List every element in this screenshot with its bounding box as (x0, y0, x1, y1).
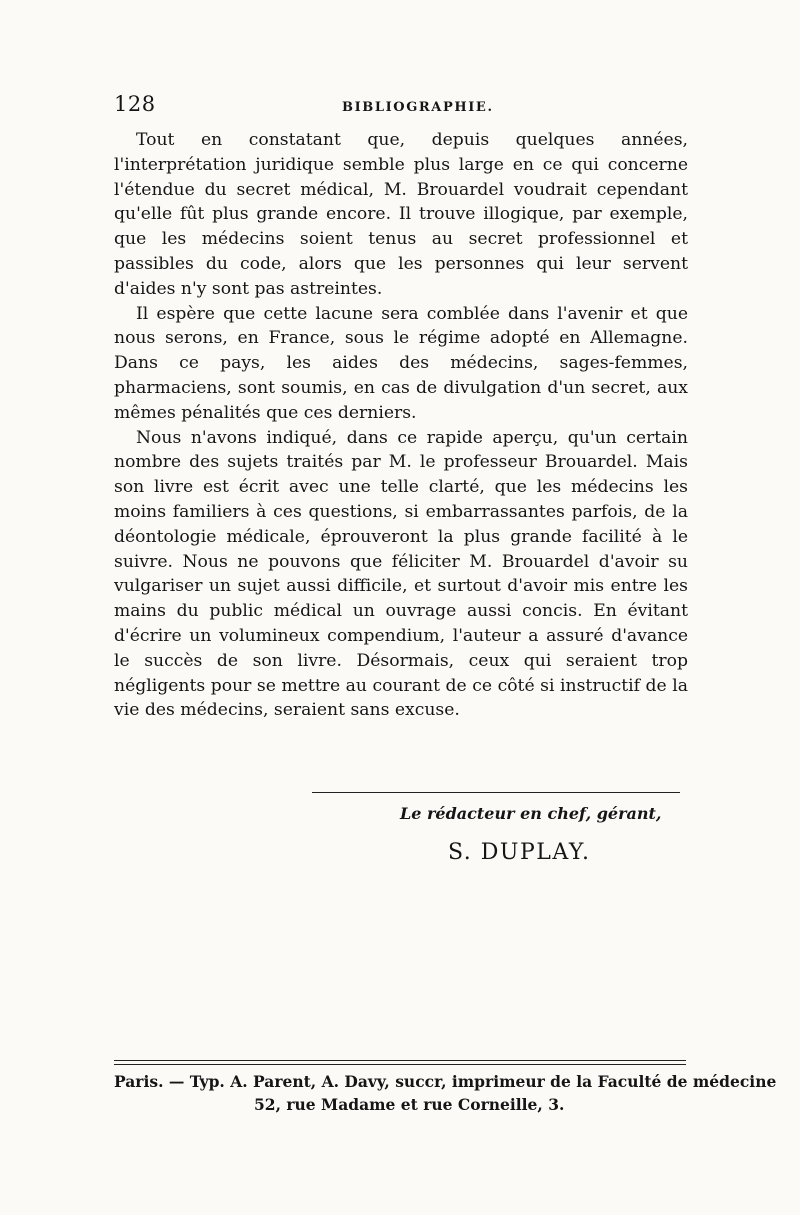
signature-rule (312, 792, 680, 793)
running-title: BIBLIOGRAPHIE. (342, 100, 494, 115)
page-number: 128 (114, 92, 156, 116)
editor-name: S. DUPLAY. (448, 840, 591, 865)
footer-rule-top (114, 1060, 686, 1061)
article-body (114, 128, 688, 723)
paragraph-1: Tout en constatant que, depuis quelques années, l'interprétation juridique semble plus large en ce qui concerne l'étendue du secret médical, M. Brouardel voudrait cependant qu'elle fût plus grande encore. Il trouve illogique, par exemple, que les médecins soient tenus au secret professionnel et passibles du code, alors que les personnes qui leur servent d'aides n'y sont pas astreintes. (114, 130, 688, 299)
paragraph-2: Il espère que cette lacune sera comblée dans l'avenir et que nous serons, en France, sous le régime adopté en Allemagne. Dans ce pays, les aides des médecins, sages-femmes, pharmaciens, sont soumis, en cas de divulgation d'un secret, aux mêmes pénalités que ces derniers. (114, 303, 688, 423)
printed-page (114, 92, 777, 1114)
paragraph-3: Nous n'avons indiqué, dans ce rapide aperçu, qu'un certain nombre des sujets traités par M. le professeur Brouardel. Mais son livre est écrit avec une telle clarté, que les médecins les moins familiers à ces questions, si embarrassantes parfois, de la déontologie médicale, éprouveront la plus grande facilité à le suivre. Nous ne pouvons que féliciter M. Brouardel d'avoir su vulgariser un sujet aussi difficile, et surtout d'avoir mis entre les mains du public médical un ouvrage aussi concis. En évitant d'écrire un volumineux compendium, l'auteur a assuré d'avance le succès de son livre. Désormais, ceux qui seraient trop négligents pour se mettre au courant de ce côté si instructif de la vie des médecins, seraient sans excuse. (114, 427, 688, 721)
running-head (114, 92, 688, 122)
footer-rule-bottom (114, 1064, 686, 1065)
editor-role: Le rédacteur en chef, gérant, (400, 804, 662, 823)
imprint-line-2: 52, rue Madame et rue Corneille, 3. (254, 1095, 565, 1114)
imprint-line-1: Paris. — Typ. A. Parent, A. Davy, succr, imprimeur de la Faculté de médecine (114, 1072, 777, 1091)
